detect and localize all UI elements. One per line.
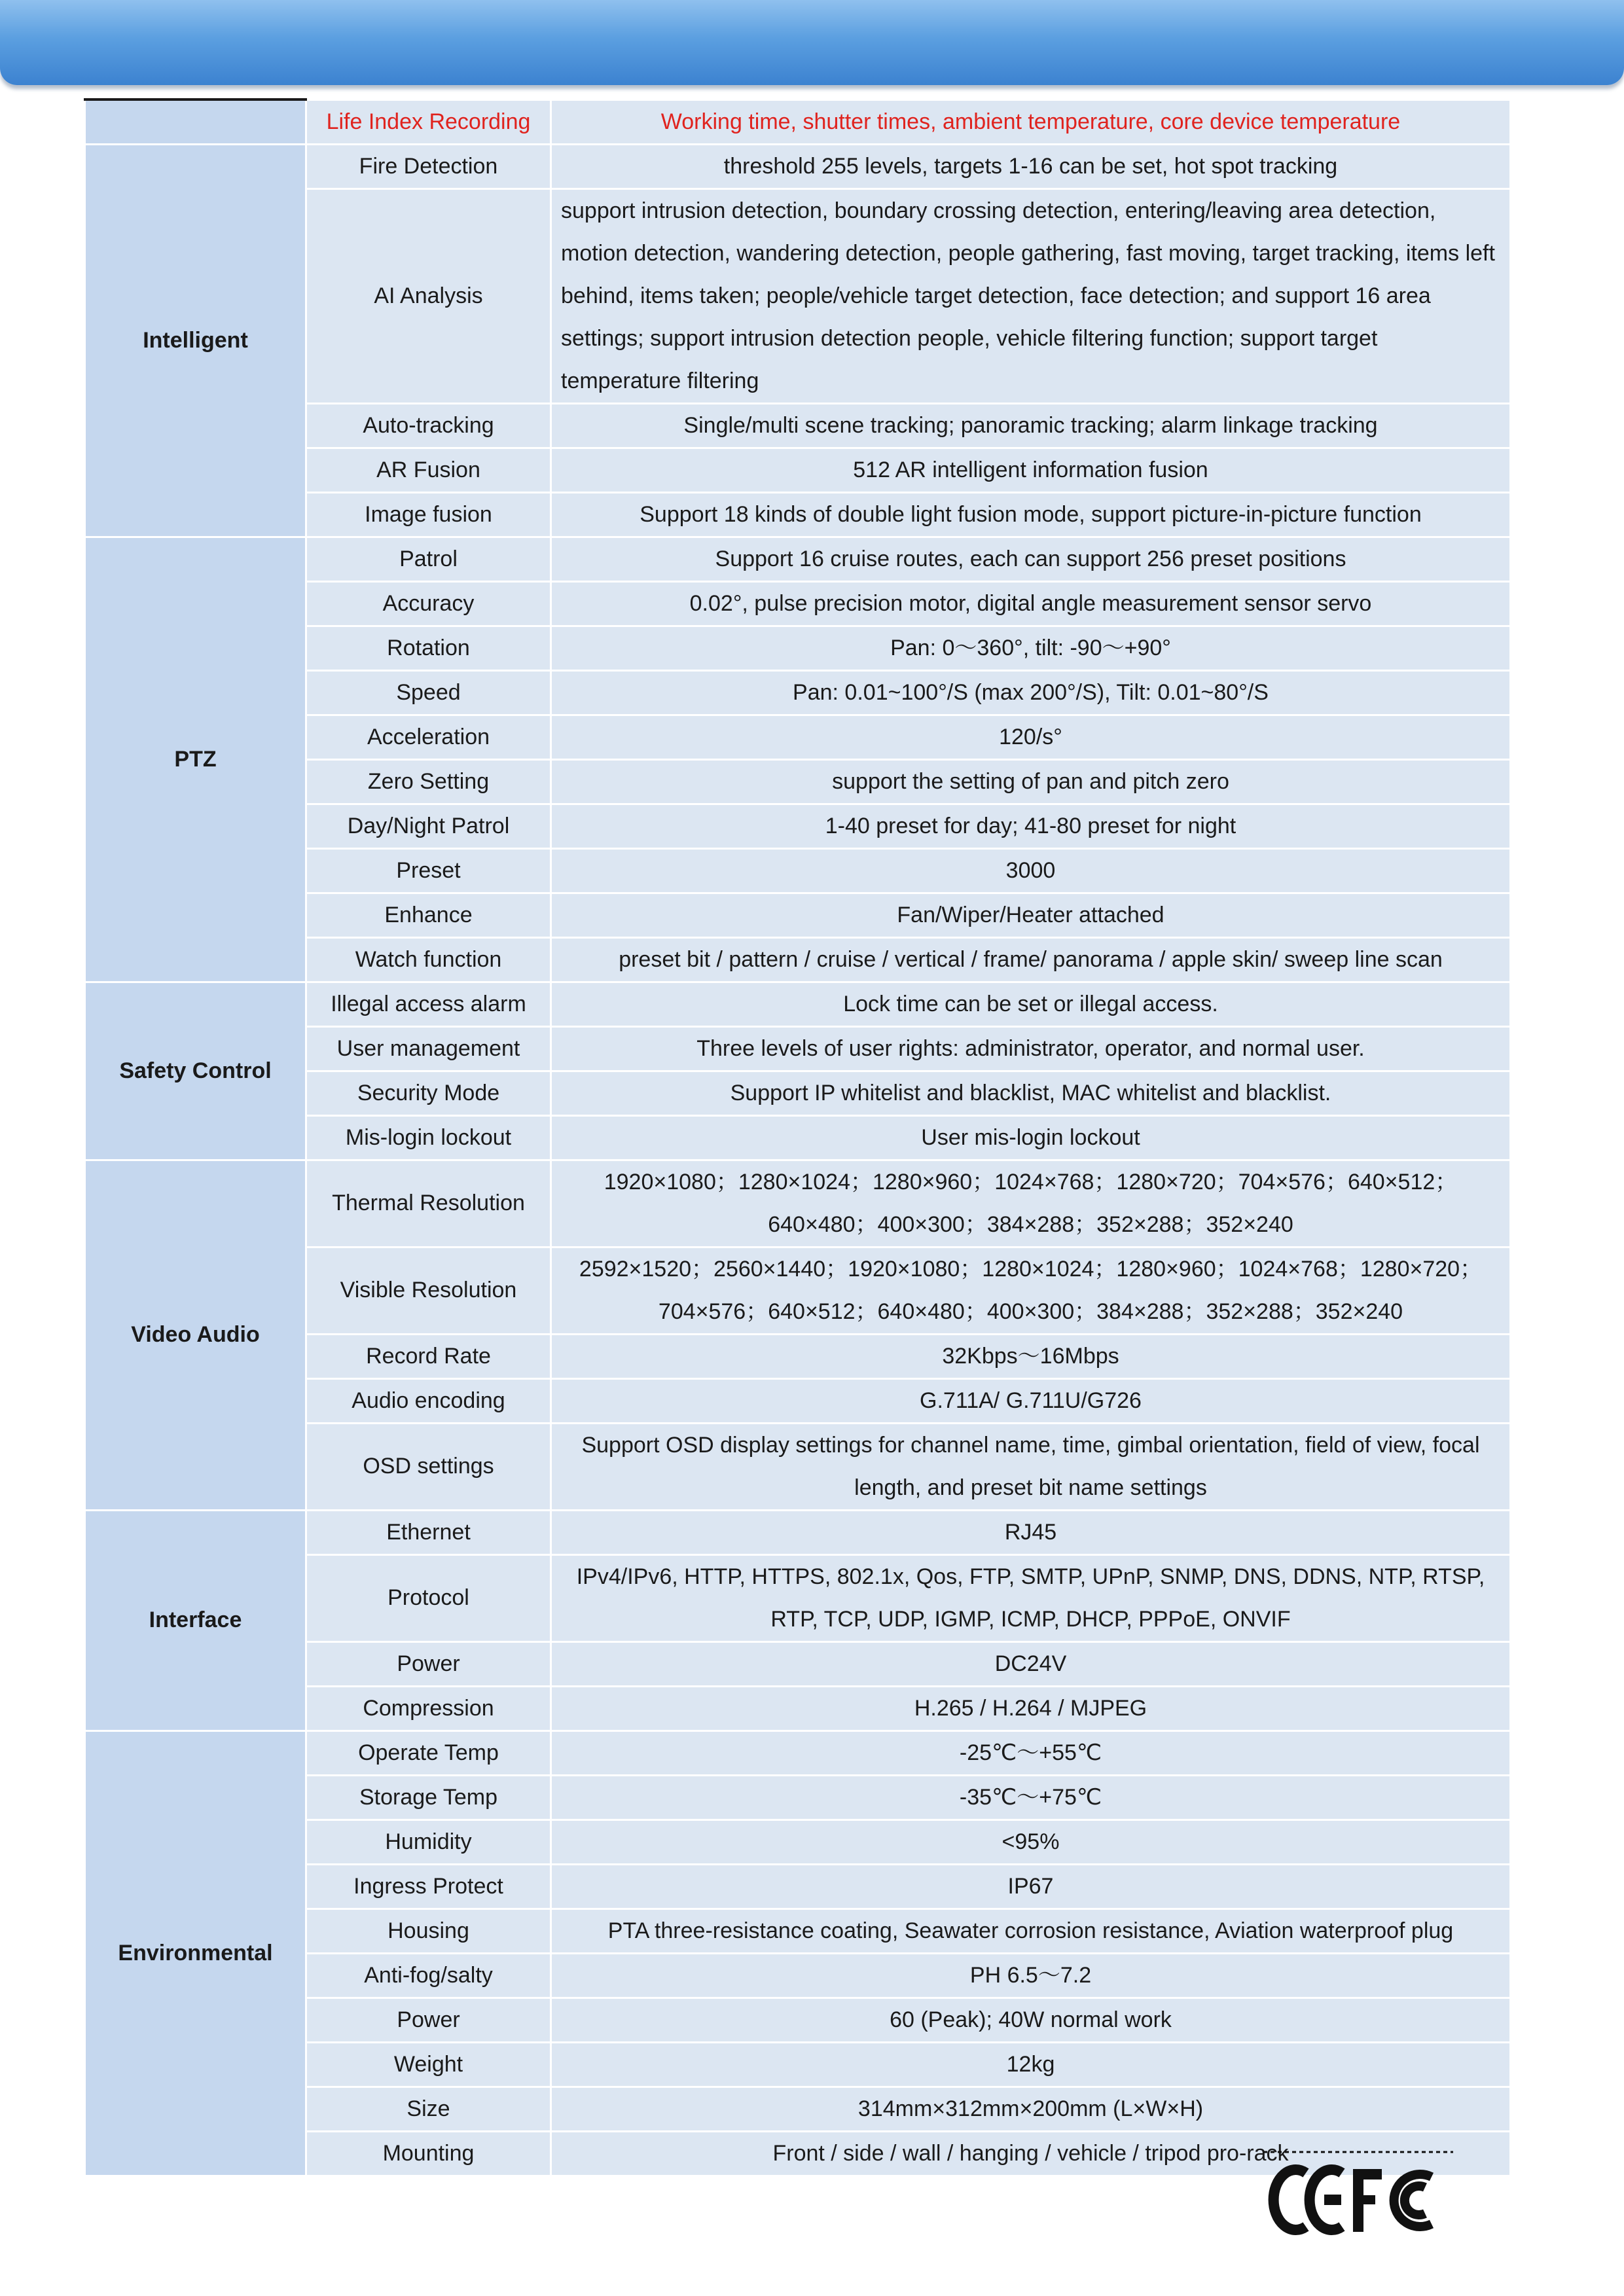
item-value: Pan: 0.01~100°/S (max 200°/S), Tilt: 0.01~80°/S xyxy=(551,670,1511,715)
category-cell-empty xyxy=(85,99,306,144)
item-label: Zero Setting xyxy=(306,759,551,804)
category-cell: Environmental xyxy=(85,1731,306,2176)
item-label: Power xyxy=(306,1641,551,1686)
item-label: Thermal Resolution xyxy=(306,1160,551,1247)
category-cell: Interface xyxy=(85,1510,306,1731)
item-value: Support IP whitelist and blacklist, MAC whitelist and blacklist. xyxy=(551,1071,1511,1115)
item-value: IPv4/IPv6, HTTP, HTTPS, 802.1x, Qos, FTP, SMTP, UPnP, SNMP, DNS, DDNS, NTP, RTSP, RTP, TCP, UDP, IGMP, ICMP, DHCP, PPPoE, ONVIF xyxy=(551,1554,1511,1641)
item-value: PTA three-resistance coating, Seawater corrosion resistance, Aviation waterproof plug xyxy=(551,1909,1511,1953)
item-label: Life Index Recording xyxy=(306,99,551,144)
table-row xyxy=(85,99,1511,144)
item-value: Pan: 0～360°, tilt: -90～+90° xyxy=(551,626,1511,670)
item-label: Speed xyxy=(306,670,551,715)
item-label: OSD settings xyxy=(306,1423,551,1510)
item-label: Enhance xyxy=(306,893,551,937)
item-label: Security Mode xyxy=(306,1071,551,1115)
item-value: Working time, shutter times, ambient temperature, core device temperature xyxy=(551,99,1511,144)
item-label: AR Fusion xyxy=(306,448,551,492)
item-value: <95% xyxy=(551,1820,1511,1864)
item-label: Anti-fog/salty xyxy=(306,1953,551,1998)
item-value: support intrusion detection, boundary crossing detection, entering/leaving area detection, motion detection, wandering detection, people gathering, fast moving, target tracking, items left behind, items taken; people/vehicle target detection, face detection; and support 16 area settings; support intrusion detection people, vehicle filtering function; support target temperature filtering xyxy=(551,188,1511,403)
table-row xyxy=(85,1731,1511,1775)
item-value: User mis-login lockout xyxy=(551,1115,1511,1160)
item-value: preset bit / pattern / cruise / vertical / frame/ panorama / apple skin/ sweep line scan xyxy=(551,937,1511,982)
item-label: Housing xyxy=(306,1909,551,1953)
item-label: Patrol xyxy=(306,537,551,581)
item-label: Power xyxy=(306,1998,551,2042)
item-label: Illegal access alarm xyxy=(306,982,551,1026)
spec-table xyxy=(84,98,1511,2177)
item-label: Record Rate xyxy=(306,1334,551,1378)
item-value: 12kg xyxy=(551,2042,1511,2087)
item-value: -25℃～+55℃ xyxy=(551,1731,1511,1775)
category-cell: Intelligent xyxy=(85,144,306,537)
item-label: Protocol xyxy=(306,1554,551,1641)
item-label: Weight xyxy=(306,2042,551,2087)
item-value: 120/s° xyxy=(551,715,1511,759)
item-value: 512 AR intelligent information fusion xyxy=(551,448,1511,492)
item-label: Ingress Protect xyxy=(306,1864,551,1909)
table-row xyxy=(85,982,1511,1026)
category-cell: Safety Control xyxy=(85,982,306,1160)
item-label: Fire Detection xyxy=(306,144,551,188)
item-value: Lock time can be set or illegal access. xyxy=(551,982,1511,1026)
item-label: Storage Temp xyxy=(306,1775,551,1820)
item-value: Front / side / wall / hanging / vehicle / tripod pro-rack xyxy=(551,2131,1511,2176)
item-value: H.265 / H.264 / MJPEG xyxy=(551,1686,1511,1731)
item-label: Humidity xyxy=(306,1820,551,1864)
item-label: AI Analysis xyxy=(306,188,551,403)
item-value: Support OSD display settings for channel name, time, gimbal orientation, field of view, focal length, and preset bit name settings xyxy=(551,1423,1511,1510)
item-value: support the setting of pan and pitch zero xyxy=(551,759,1511,804)
item-value: 2592×1520；2560×1440；1920×1080；1280×1024；1280×960；1024×768；1280×720；704×576；640×512；640×480；400×300；384×288；352×288；352×240 xyxy=(551,1247,1511,1334)
item-value: 3000 xyxy=(551,848,1511,893)
table-row xyxy=(85,1160,1511,1247)
table-row xyxy=(85,537,1511,581)
item-value: 60 (Peak); 40W normal work xyxy=(551,1998,1511,2042)
item-label: User management xyxy=(306,1026,551,1071)
item-value: Single/multi scene tracking; panoramic tracking; alarm linkage tracking xyxy=(551,403,1511,448)
item-value: DC24V xyxy=(551,1641,1511,1686)
item-label: Acceleration xyxy=(306,715,551,759)
item-label: Day/Night Patrol xyxy=(306,804,551,848)
item-label: Rotation xyxy=(306,626,551,670)
item-label: Auto-tracking xyxy=(306,403,551,448)
item-label: Visible Resolution xyxy=(306,1247,551,1334)
item-value: 1-40 preset for day; 41-80 preset for night xyxy=(551,804,1511,848)
category-cell: Video Audio xyxy=(85,1160,306,1510)
item-value: RJ45 xyxy=(551,1510,1511,1554)
item-value: IP67 xyxy=(551,1864,1511,1909)
table-row xyxy=(85,1510,1511,1554)
item-label: Mis-login lockout xyxy=(306,1115,551,1160)
item-label: Operate Temp xyxy=(306,1731,551,1775)
item-value: 0.02°, pulse precision motor, digital angle measurement sensor servo xyxy=(551,581,1511,626)
category-cell: PTZ xyxy=(85,537,306,982)
item-value: Support 16 cruise routes, each can support 256 preset positions xyxy=(551,537,1511,581)
item-label: Accuracy xyxy=(306,581,551,626)
item-value: 32Kbps～16Mbps xyxy=(551,1334,1511,1378)
table-row xyxy=(85,144,1511,188)
item-label: Mounting xyxy=(306,2131,551,2176)
item-label: Preset xyxy=(306,848,551,893)
item-label: Audio encoding xyxy=(306,1378,551,1423)
item-label: Ethernet xyxy=(306,1510,551,1554)
item-label: Watch function xyxy=(306,937,551,982)
item-value: G.711A/ G.711U/G726 xyxy=(551,1378,1511,1423)
spec-table-body xyxy=(85,99,1511,2176)
ce-fc-certification-logos xyxy=(1260,2148,1456,2246)
item-value: PH 6.5～7.2 xyxy=(551,1953,1511,1998)
item-label: Image fusion xyxy=(306,492,551,537)
top-banner xyxy=(0,0,1624,85)
item-value: 1920×1080；1280×1024；1280×960；1024×768；1280×720；704×576；640×512；640×480；400×300；384×288；352×288；352×240 xyxy=(551,1160,1511,1247)
item-value: threshold 255 levels, targets 1-16 can be set, hot spot tracking xyxy=(551,144,1511,188)
item-value: Support 18 kinds of double light fusion mode, support picture-in-picture function xyxy=(551,492,1511,537)
item-label: Compression xyxy=(306,1686,551,1731)
item-label: Size xyxy=(306,2087,551,2131)
item-value: 314mm×312mm×200mm (L×W×H) xyxy=(551,2087,1511,2131)
item-value: Three levels of user rights: administrator, operator, and normal user. xyxy=(551,1026,1511,1071)
item-value: -35℃～+75℃ xyxy=(551,1775,1511,1820)
item-value: Fan/Wiper/Heater attached xyxy=(551,893,1511,937)
